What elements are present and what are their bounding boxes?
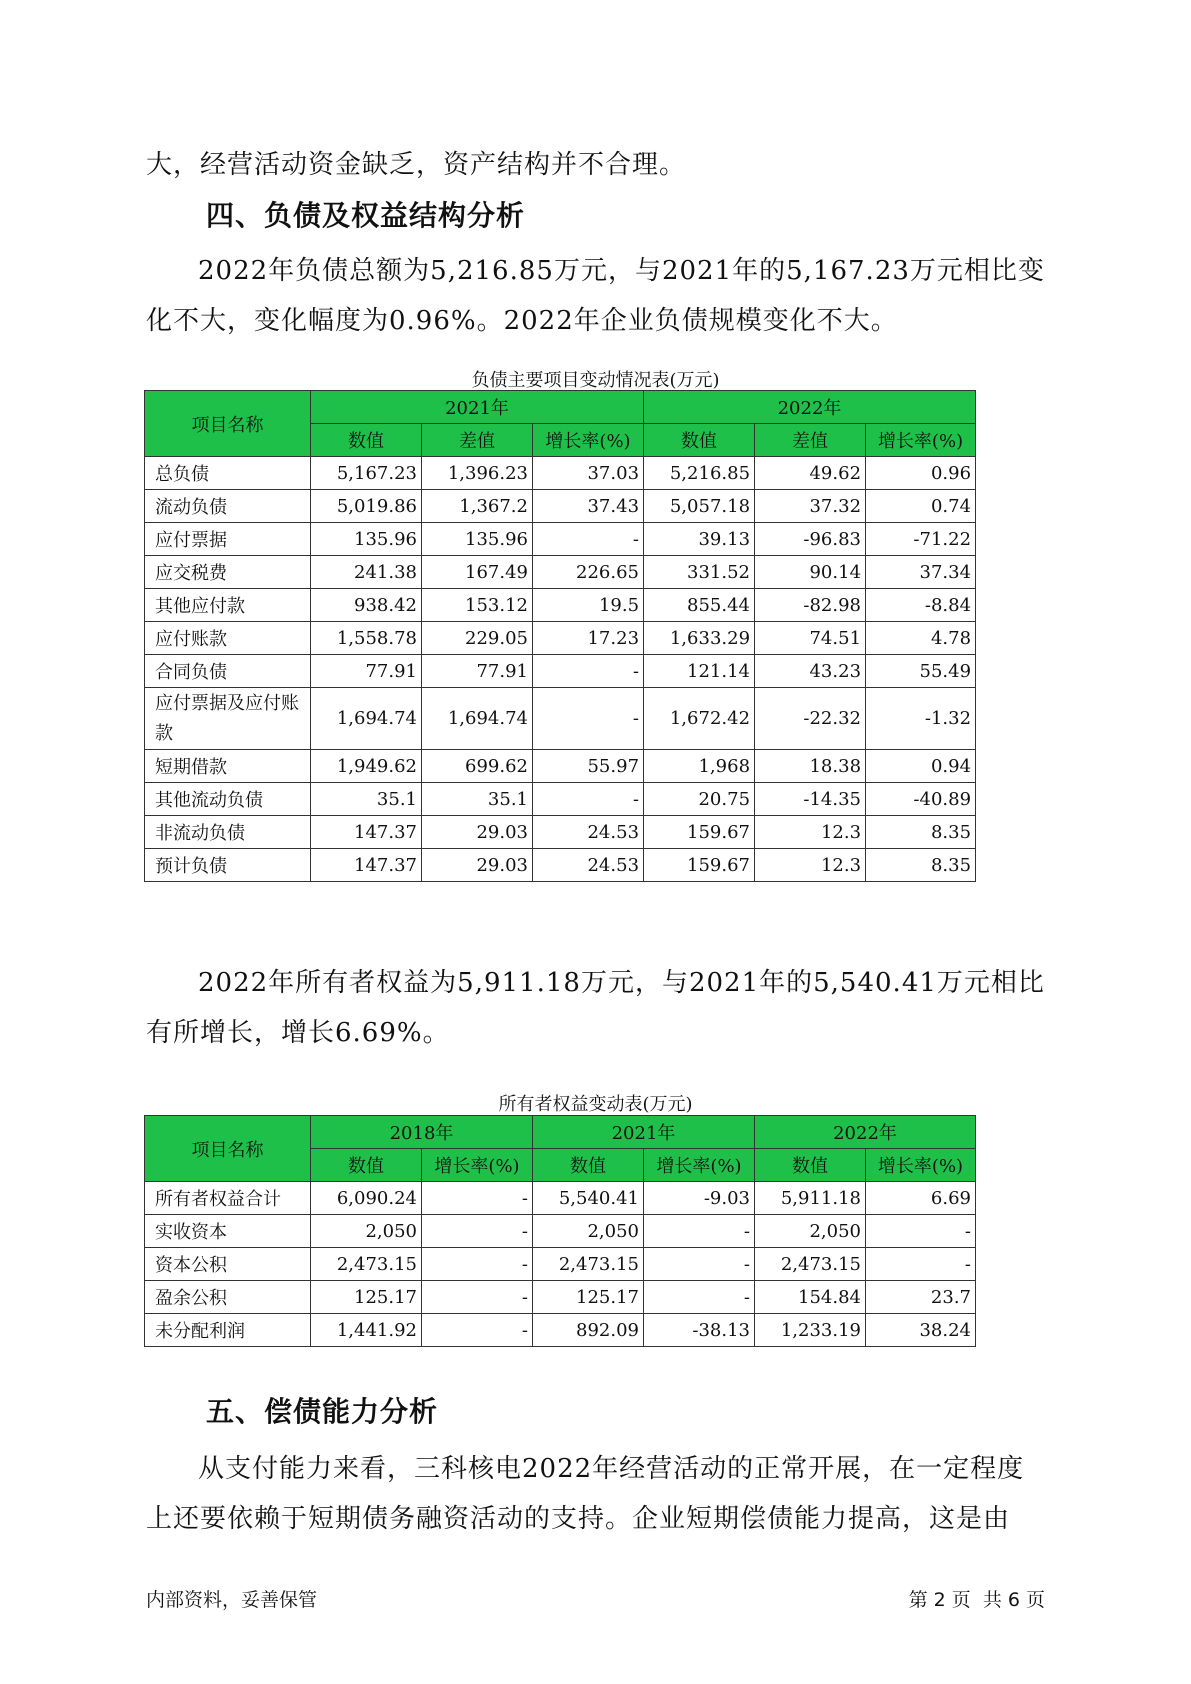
cell: 938.42 [311, 589, 422, 622]
table-row [145, 1314, 976, 1347]
cell: 74.51 [755, 622, 866, 655]
row-name: 总负债 [145, 457, 311, 490]
row-name: 其他应付款 [145, 589, 311, 622]
cell: 6,090.24 [311, 1182, 422, 1215]
cell: 147.37 [311, 849, 422, 882]
row-name: 未分配利润 [145, 1314, 311, 1347]
table-row [145, 849, 976, 882]
cell: 5,057.18 [644, 490, 755, 523]
cell: 37.34 [866, 556, 976, 589]
table-row [145, 622, 976, 655]
cell: -1.32 [866, 688, 976, 750]
cell: -40.89 [866, 783, 976, 816]
cell: 37.32 [755, 490, 866, 523]
row-name: 预计负债 [145, 849, 311, 882]
cell: - [422, 1281, 533, 1314]
cell: 125.17 [311, 1281, 422, 1314]
table2-col-growth: 增长率(%) [644, 1149, 755, 1182]
cell: 331.52 [644, 556, 755, 589]
cell: 12.3 [755, 816, 866, 849]
cell: -82.98 [755, 589, 866, 622]
table1-item-header: 项目名称 [145, 391, 311, 457]
cell: 855.44 [644, 589, 755, 622]
table-row [145, 1248, 976, 1281]
row-name: 短期借款 [145, 750, 311, 783]
cell: 19.5 [533, 589, 644, 622]
cell: 1,441.92 [311, 1314, 422, 1347]
cell: 20.75 [644, 783, 755, 816]
cell: - [866, 1215, 976, 1248]
section5-paragraph: 从支付能力来看，三科核电2022年经营活动的正常开展，在一定程度上还要依赖于短期债务融资活动的支持。企业短期偿债能力提高，这是由 [146, 1454, 1025, 1534]
cell: - [644, 1215, 755, 1248]
table1-year1-header: 2021年 [311, 391, 644, 424]
cell: 29.03 [422, 849, 533, 882]
row-name: 流动负债 [145, 490, 311, 523]
cell: -9.03 [644, 1182, 755, 1215]
table-row [145, 816, 976, 849]
cell: 2,050 [755, 1215, 866, 1248]
cell: - [422, 1182, 533, 1215]
equity-paragraph: 2022年所有者权益为5,911.18万元，与2021年的5,540.41万元相比有所增长，增长6.69%。 [146, 968, 1045, 1048]
cell: 90.14 [755, 556, 866, 589]
cell: 1,367.2 [422, 490, 533, 523]
cell: 5,540.41 [533, 1182, 644, 1215]
row-name: 合同负债 [145, 655, 311, 688]
cell: 1,633.29 [644, 622, 755, 655]
row-name: 所有者权益合计 [145, 1182, 311, 1215]
cell: 43.23 [755, 655, 866, 688]
row-name: 应付票据 [145, 523, 311, 556]
cell: -14.35 [755, 783, 866, 816]
table-row [145, 783, 976, 816]
cell: 892.09 [533, 1314, 644, 1347]
table1-year2-header: 2022年 [644, 391, 976, 424]
table-row [145, 523, 976, 556]
cell: 23.7 [866, 1281, 976, 1314]
table2-year2-header: 2021年 [533, 1116, 755, 1149]
cell: 8.35 [866, 849, 976, 882]
table-row [145, 1215, 976, 1248]
table-row [145, 589, 976, 622]
cell: 2,473.15 [533, 1248, 644, 1281]
cell: 18.38 [755, 750, 866, 783]
cell: 37.03 [533, 457, 644, 490]
cell: 38.24 [866, 1314, 976, 1347]
cell: - [422, 1314, 533, 1347]
table2-col-growth: 增长率(%) [422, 1149, 533, 1182]
cell: 699.62 [422, 750, 533, 783]
table-row [145, 688, 976, 750]
cell: -71.22 [866, 523, 976, 556]
table2-caption: 所有者权益变动表(万元) [498, 1094, 693, 1115]
table2-item-header: 项目名称 [145, 1116, 311, 1182]
cell: 12.3 [755, 849, 866, 882]
cell: 6.69 [866, 1182, 976, 1215]
equity-table [144, 1115, 976, 1347]
cell: 39.13 [644, 523, 755, 556]
cell: 5,911.18 [755, 1182, 866, 1215]
cell: 1,396.23 [422, 457, 533, 490]
cell: -96.83 [755, 523, 866, 556]
cell: - [533, 655, 644, 688]
row-name: 非流动负债 [145, 816, 311, 849]
table-row [145, 655, 976, 688]
table-row [145, 1182, 976, 1215]
section4-title: 四、负债及权益结构分析 [206, 199, 526, 232]
cell: 121.14 [644, 655, 755, 688]
cell: -8.84 [866, 589, 976, 622]
row-name: 应付账款 [145, 622, 311, 655]
cell: 0.74 [866, 490, 976, 523]
cell: 135.96 [311, 523, 422, 556]
table-row [145, 750, 976, 783]
cell: 8.35 [866, 816, 976, 849]
cell: 1,968 [644, 750, 755, 783]
cell: 0.96 [866, 457, 976, 490]
table2-col-value: 数值 [533, 1149, 644, 1182]
table1-col-diff: 差值 [755, 424, 866, 457]
row-name: 应交税费 [145, 556, 311, 589]
cell: - [644, 1281, 755, 1314]
cell: 29.03 [422, 816, 533, 849]
table-row [145, 1281, 976, 1314]
cell: 125.17 [533, 1281, 644, 1314]
table2-col-value: 数值 [755, 1149, 866, 1182]
table1-col-growth: 增长率(%) [533, 424, 644, 457]
table1-col-value: 数值 [311, 424, 422, 457]
table-row [145, 556, 976, 589]
cell: 37.43 [533, 490, 644, 523]
cell: 35.1 [422, 783, 533, 816]
cell: - [422, 1215, 533, 1248]
table-row [145, 457, 976, 490]
cell: 5,019.86 [311, 490, 422, 523]
cell: 55.49 [866, 655, 976, 688]
row-name: 盈余公积 [145, 1281, 311, 1314]
cell: - [422, 1248, 533, 1281]
cell: 159.67 [644, 816, 755, 849]
row-name: 其他流动负债 [145, 783, 311, 816]
cell: 241.38 [311, 556, 422, 589]
liabilities-table [144, 390, 976, 882]
table2-year1-header: 2018年 [311, 1116, 533, 1149]
cell: 77.91 [422, 655, 533, 688]
cell: 154.84 [755, 1281, 866, 1314]
cell: 5,167.23 [311, 457, 422, 490]
row-name: 资本公积 [145, 1248, 311, 1281]
cell: 167.49 [422, 556, 533, 589]
cell: 2,473.15 [311, 1248, 422, 1281]
footer-page-number: 第 2 页 共 6 页 [908, 1589, 1045, 1611]
cell: 4.78 [866, 622, 976, 655]
cell: - [644, 1248, 755, 1281]
table1-col-growth: 增长率(%) [866, 424, 976, 457]
cell: 49.62 [755, 457, 866, 490]
cell: - [533, 783, 644, 816]
cell: 24.53 [533, 816, 644, 849]
section4-paragraph: 2022年负债总额为5,216.85万元，与2021年的5,167.23万元相比变化不大，变化幅度为0.96%。2022年企业负债规模变化不大。 [146, 256, 1045, 336]
cell: 226.65 [533, 556, 644, 589]
intro-line: 大，经营活动资金缺乏，资产结构并不合理。 [146, 150, 687, 180]
cell: - [533, 523, 644, 556]
table2-year3-header: 2022年 [755, 1116, 976, 1149]
cell: 2,473.15 [755, 1248, 866, 1281]
cell: - [866, 1248, 976, 1281]
cell: 24.53 [533, 849, 644, 882]
row-name: 应付票据及应付账款 [145, 688, 311, 750]
cell: 55.97 [533, 750, 644, 783]
cell: -38.13 [644, 1314, 755, 1347]
table-row [145, 490, 976, 523]
cell: 77.91 [311, 655, 422, 688]
table1-col-diff: 差值 [422, 424, 533, 457]
cell: 153.12 [422, 589, 533, 622]
cell: 2,050 [533, 1215, 644, 1248]
cell: 0.94 [866, 750, 976, 783]
table2-col-value: 数值 [311, 1149, 422, 1182]
cell: 5,216.85 [644, 457, 755, 490]
cell: 135.96 [422, 523, 533, 556]
cell: 17.23 [533, 622, 644, 655]
footer-confidential-note: 内部资料，妥善保管 [146, 1589, 318, 1611]
cell: 1,694.74 [311, 688, 422, 750]
cell: - [533, 688, 644, 750]
table2-col-growth: 增长率(%) [866, 1149, 976, 1182]
cell: 1,949.62 [311, 750, 422, 783]
cell: -22.32 [755, 688, 866, 750]
section5-title: 五、偿债能力分析 [206, 1395, 439, 1428]
cell: 1,672.42 [644, 688, 755, 750]
cell: 229.05 [422, 622, 533, 655]
row-name: 实收资本 [145, 1215, 311, 1248]
cell: 1,694.74 [422, 688, 533, 750]
table1-caption: 负债主要项目变动情况表(万元) [471, 370, 720, 391]
cell: 1,558.78 [311, 622, 422, 655]
cell: 1,233.19 [755, 1314, 866, 1347]
cell: 159.67 [644, 849, 755, 882]
cell: 35.1 [311, 783, 422, 816]
table1-col-value: 数值 [644, 424, 755, 457]
cell: 147.37 [311, 816, 422, 849]
cell: 2,050 [311, 1215, 422, 1248]
